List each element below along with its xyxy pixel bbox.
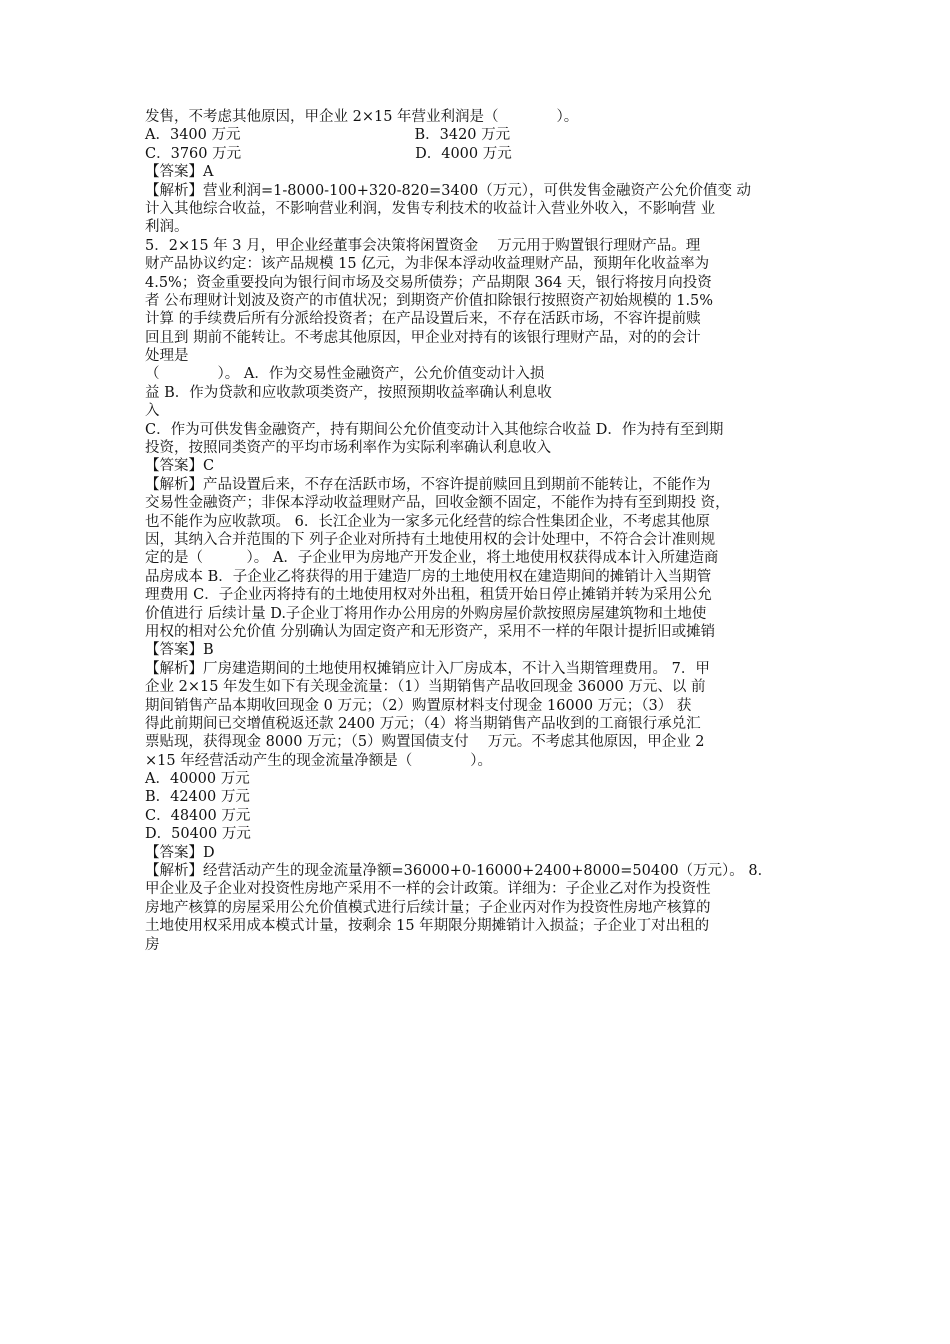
text-line: 【答案】C <box>145 458 215 475</box>
text-line: 品房成本 B．子企业乙将获得的用于建造厂房的土地使用权在建造期间的摊销计入当期管 <box>145 568 712 585</box>
text-line: A．40000 万元 <box>145 771 250 788</box>
text-line: 5．2×15 年 3 月，甲企业经董事会决策将闲置资金 万元用于购置银行理财产品。理 <box>145 237 701 254</box>
text-line: 【解析】营业利润=1-8000-100+320-820=3400（万元），可供发售金融资产公允价值变 动 <box>145 182 752 199</box>
text-line: 4.5%；资金重要投向为银行间市场及交易所债券；产品期限 364 天，银行将按月向投资 <box>145 274 712 291</box>
text-line: 期间销售产品本期收回现金 0 万元；（2）购置原材料支付现金 16000 万元；（3） 获 <box>145 697 692 714</box>
text-line: 土地使用权采用成本模式计量，按剩余 15 年期限分期摊销计入损益；子企业丁对出租的 <box>145 918 710 935</box>
text-line: 入 <box>145 403 160 420</box>
text-line: 定的是（ ）。 A．子企业甲为房地产开发企业，将土地使用权获得成本计入所建造商 <box>145 550 719 567</box>
document-text <box>145 108 810 954</box>
text-line: 得此前期间已交增值税返还款 2400 万元；（4）将当期销售产品收到的工商银行承兑汇 <box>145 715 701 732</box>
text-line: 【答案】D <box>145 844 215 861</box>
text-line: 【答案】B <box>145 642 214 659</box>
text-line: 益 B．作为贷款和应收款项类资产，按照预期收益率确认利息收 <box>145 384 552 401</box>
text-line: 价值进行 后续计量 D.子企业丁将用作办公用房的外购房屋价款按照房屋建筑物和土地使 <box>145 605 707 622</box>
text-line: （ ）。 A．作为交易性金融资产，公允价值变动计入损 <box>145 366 545 383</box>
text-line: 处理是 <box>145 348 189 365</box>
text-line: 计入其他综合收益，不影响营业利润，发售专利技术的收益计入营业外收入，不影响营 业 <box>145 200 716 217</box>
text-line: D．50400 万元 <box>145 826 251 843</box>
text-line: C．48400 万元 <box>145 807 251 824</box>
text-line: 【解析】产品设置后来，不存在活跃市场，不容许提前赎回且到期前不能转让，不能作为 <box>145 476 711 493</box>
text-line: 投资，按照同类资产的平均市场利率作为实际利率确认利息收入 <box>145 440 551 457</box>
text-line: 房地产核算的房屋采用公允价值模式进行后续计量；子企业丙对作为投资性房地产核算的 <box>145 899 711 916</box>
text-line: 【解析】经营活动产生的现金流量净额=36000+0-16000+2400+8000=50400（万元）。 8． <box>145 863 773 880</box>
text-line: 理费用 C．子企业丙将持有的土地使用权对外出租，租赁开始日停止摊销并转为采用公允 <box>145 587 712 604</box>
text-line: 企业 2×15 年发生如下有关现金流量：（1）当期销售产品收回现金 36000 万元、以 前 <box>145 679 706 696</box>
text-line: 甲企业及子企业对投资性房地产采用不一样的会计政策。详细为：子企业乙对作为投资性 <box>145 881 711 898</box>
text-line: 交易性金融资产；非保本浮动收益理财产品，回收金额不固定，不能作为持有至到期投 资， <box>145 495 730 512</box>
text-line: 用权的相对公允价值 分别确认为固定资产和无形资产，采用不一样的年限计提折旧或摊销 <box>145 623 716 640</box>
text-line: 【答案】A <box>145 164 214 181</box>
text-line: ×15 年经营活动产生的现金流量净额是（ ）。 <box>145 752 492 769</box>
text-line: 因，其纳入合并范围的下 列子企业对所持有土地使用权的会计处理中，不符合会计准则规 <box>145 531 716 548</box>
text-line: C．3760 万元 D．4000 万元 <box>145 145 512 162</box>
text-line: A．3400 万元 B．3420 万元 <box>145 127 511 144</box>
text-line: B．42400 万元 <box>145 789 250 806</box>
text-line: 发售，不考虑其他原因，甲企业 2×15 年营业利润是（ ）。 <box>145 109 579 125</box>
text-line: 回且到 期前不能转让。不考虑其他原因，甲企业对持有的该银行理财产品，对的的会计 <box>145 329 701 346</box>
text-line: 【解析】厂房建造期间的土地使用权摊销应计入厂房成本，不计入当期管理费用。 7．甲 <box>145 660 710 677</box>
text-line: 财产品协议约定：该产品规模 15 亿元，为非保本浮动收益理财产品，预期年化收益率为 <box>145 256 710 273</box>
text-line: 者 公布理财计划波及资产的市值状况；到期资产价值扣除银行按照资产初始规模的 1.5% <box>145 292 714 309</box>
text-line: 利润。 <box>145 219 189 236</box>
text-line: 房 <box>145 936 160 953</box>
text-line: 票贴现，获得现金 8000 万元；（5）购置国债支付 万元。不考虑其他原因，甲企业 2 <box>145 734 705 751</box>
text-line: 也不能作为应收款项。 6．长江企业为一家多元化经营的综合性集团企业，不考虑其他原 <box>145 513 710 530</box>
text-line: 计算 的手续费后所有分派给投资者；在产品设置后来，不存在活跃市场，不容许提前赎 <box>145 311 701 328</box>
text-line: C．作为可供发售金融资产，持有期间公允价值变动计入其他综合收益 D．作为持有至到期 <box>145 421 724 438</box>
